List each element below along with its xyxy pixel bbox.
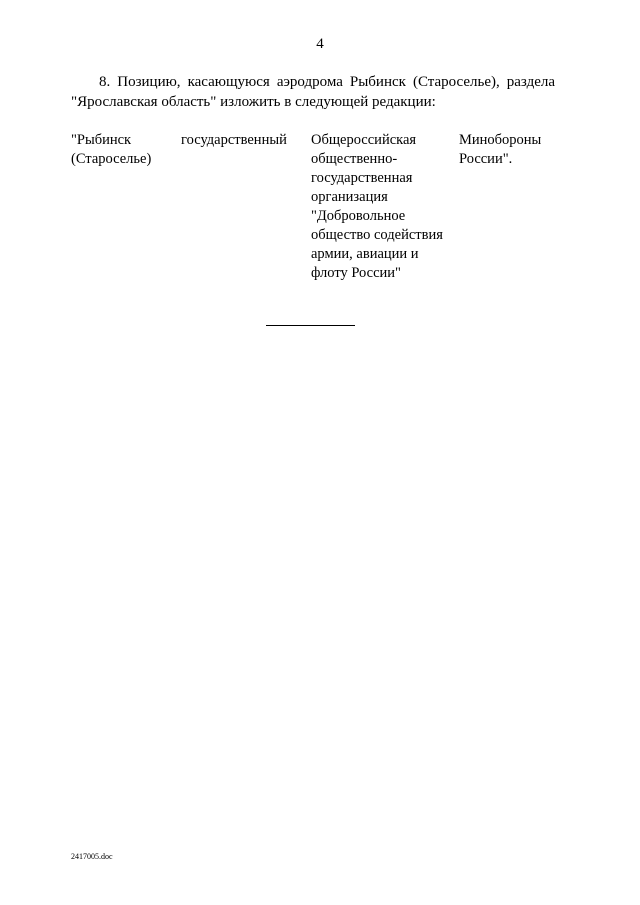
document-code: 2417005.doc xyxy=(71,852,113,861)
operator-line: Общероссийская xyxy=(311,132,417,148)
aerodrome-type-line: государственный xyxy=(181,132,287,148)
aerodrome-type-cell xyxy=(181,131,306,150)
aerodrome-name-line: (Староселье) xyxy=(71,151,152,167)
operator-line: "Добровольное xyxy=(311,208,406,224)
aerodrome-name-cell xyxy=(71,131,181,169)
operator-cell xyxy=(311,131,456,283)
end-divider xyxy=(266,325,355,326)
authority-cell xyxy=(459,131,559,169)
operator-line: армии, авиации и xyxy=(311,246,419,262)
operator-line: общественно- xyxy=(311,151,398,167)
operator-line: флоту России" xyxy=(311,265,401,281)
page-number: 4 xyxy=(316,36,324,52)
aerodrome-name-line: "Рыбинск xyxy=(71,132,132,148)
authority-line: Минобороны xyxy=(459,132,542,148)
operator-line: организация xyxy=(311,189,388,205)
amendment-paragraph: 8. Позицию, касающуюся аэродрома Рыбинск (Староселье), раздела "Ярославская область" изложить в следующей редакции: xyxy=(71,74,555,110)
authority-line: России". xyxy=(459,151,513,167)
operator-line: государственная xyxy=(311,170,413,186)
operator-line: общество содействия xyxy=(311,227,443,243)
